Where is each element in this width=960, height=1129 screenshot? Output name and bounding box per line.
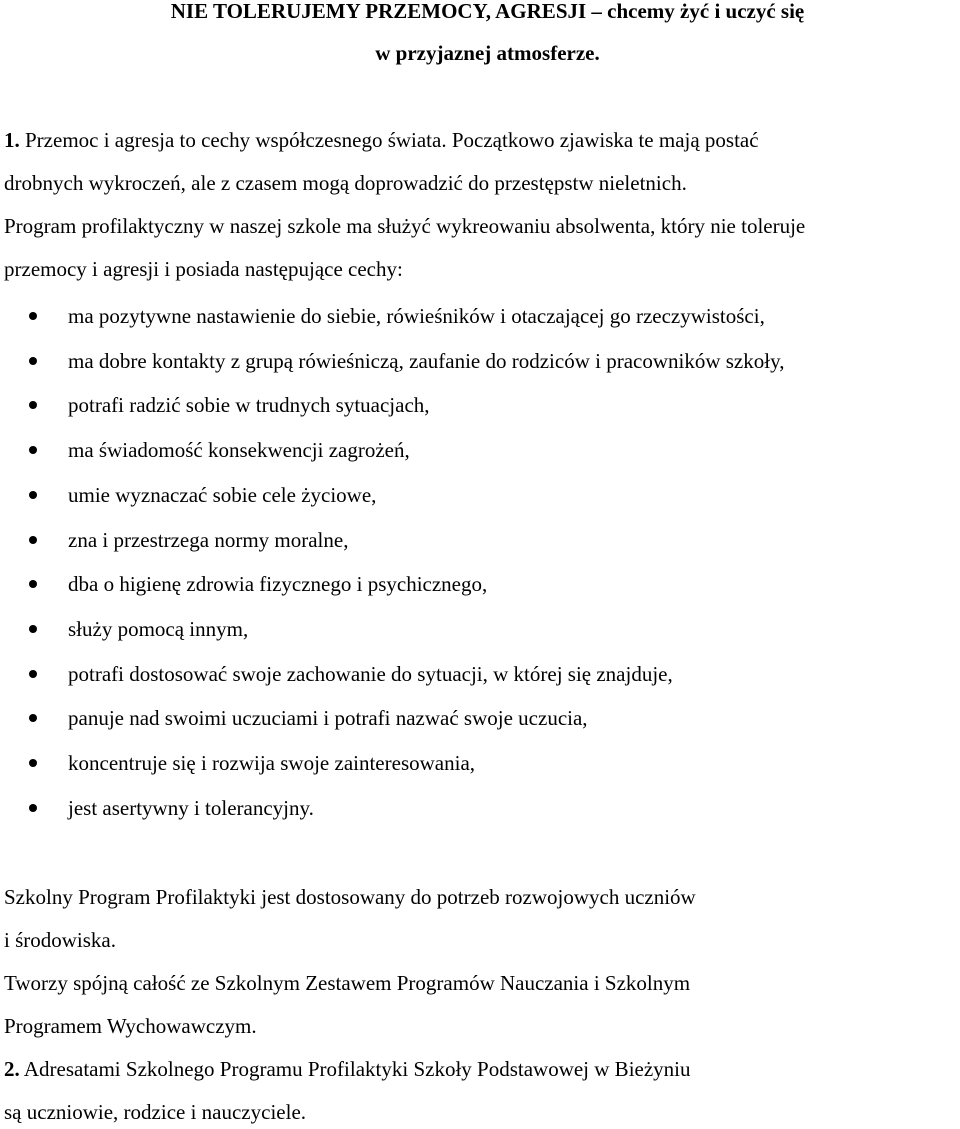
document-title-line-1: NIE TOLERUJEMY PRZEMOCY, AGRESJI – chcemy żyć i uczyć się: [170, 0, 805, 23]
section-2-number: 2.: [4, 1057, 20, 1081]
section-2-line-2: są uczniowie, rodzice i nauczyciele.: [4, 1100, 307, 1124]
list-item: panuje nad swoimi uczuciami i potrafi nazwać swoje uczucia,: [68, 706, 588, 730]
paragraph-line: Tworzy spójną całość ze Szkolnym Zestawem Programów Nauczania i Szkolnym: [4, 971, 691, 995]
list-item: umie wyznaczać sobie cele życiowe,: [68, 483, 377, 507]
list-item: ma świadomość konsekwencji zagrożeń,: [68, 438, 410, 462]
section-1-number: 1.: [4, 128, 20, 152]
bullet-marker: [29, 536, 37, 544]
section-1-line-1: [4, 127, 759, 153]
paragraph-line: Szkolny Program Profilaktyki jest dostosowany do potrzeb rozwojowych uczniów: [4, 885, 696, 909]
bullet-marker: [29, 491, 37, 499]
section-1-line-4: przemocy i agresji i posiada następujące cechy:: [4, 257, 403, 281]
bullet-marker: [29, 357, 37, 365]
list-item: jest asertywny i tolerancyjny.: [68, 796, 314, 820]
list-item: ma pozytywne nastawienie do siebie, rówieśników i otaczającej go rzeczywistości,: [68, 304, 765, 328]
list-item: ma dobre kontakty z grupą rówieśniczą, zaufanie do rodziców i pracowników szkoły,: [68, 349, 785, 373]
paragraph-line: Programem Wychowawczym.: [4, 1014, 257, 1038]
document-title-line-2: w przyjaznej atmosferze.: [375, 41, 600, 65]
section-1-text: Przemoc i agresja to cechy współczesnego świata. Początkowo zjawiska te mają postać: [19, 128, 759, 152]
bullet-marker: [29, 804, 37, 812]
bullet-marker: [29, 714, 37, 722]
list-item: potrafi dostosować swoje zachowanie do sytuacji, w której się znajduje,: [68, 662, 673, 686]
bullet-marker: [29, 625, 37, 633]
bullet-marker: [29, 401, 37, 409]
bullet-marker: [29, 759, 37, 767]
section-2-text: Adresatami Szkolnego Programu Profilaktyki Szkoły Podstawowej w Bieżyniu: [19, 1057, 691, 1081]
bullet-marker: [29, 312, 37, 320]
paragraph-line: i środowiska.: [4, 928, 116, 952]
list-item: potrafi radzić sobie w trudnych sytuacjach,: [68, 393, 430, 417]
list-item: koncentruje się i rozwija swoje zainteresowania,: [68, 751, 476, 775]
section-2-line-1: [4, 1056, 691, 1082]
list-item: zna i przestrzega normy moralne,: [68, 528, 349, 552]
bullet-marker: [29, 446, 37, 454]
bullet-marker: [29, 670, 37, 678]
section-1-line-3: Program profilaktyczny w naszej szkole ma służyć wykreowaniu absolwenta, który nie toleruje: [4, 214, 806, 238]
section-1-line-2: drobnych wykroczeń, ale z czasem mogą doprowadzić do przestępstw nieletnich.: [4, 171, 687, 195]
list-item: służy pomocą innym,: [68, 617, 249, 641]
list-item: dba o higienę zdrowia fizycznego i psychicznego,: [68, 572, 488, 596]
bullet-marker: [29, 580, 37, 588]
